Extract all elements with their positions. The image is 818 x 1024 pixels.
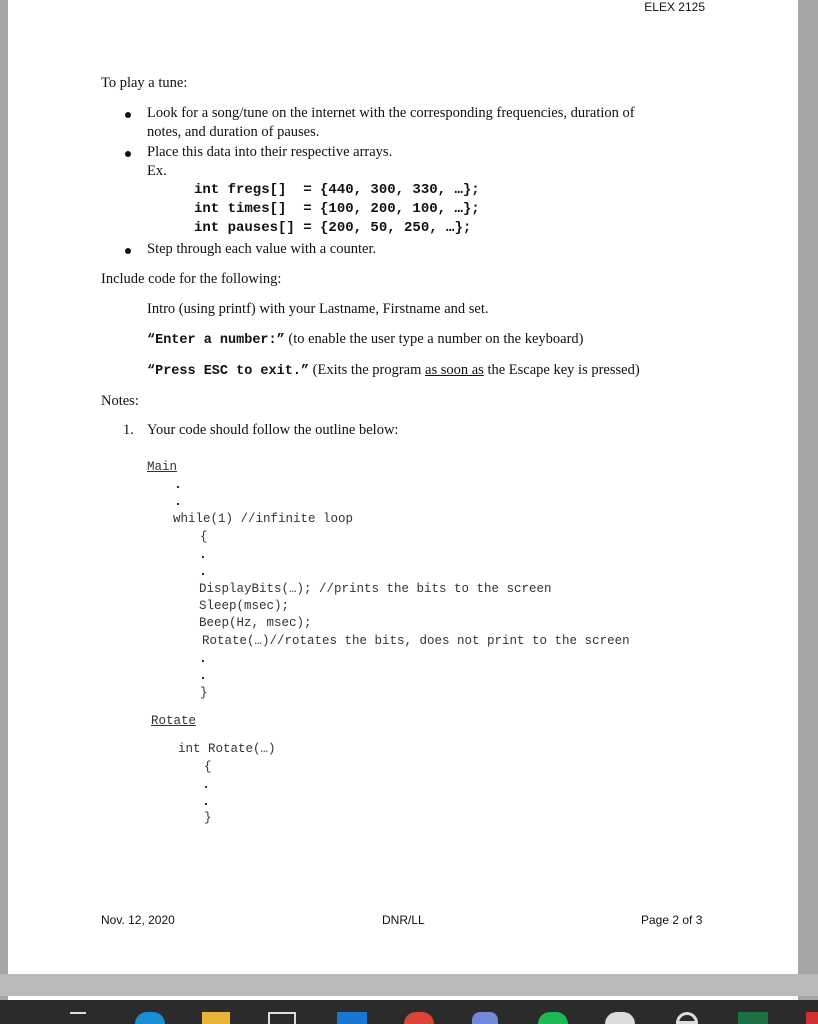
ellipsis-dot bbox=[205, 786, 207, 788]
ellipsis-dot bbox=[202, 556, 204, 558]
file-explorer-icon[interactable] bbox=[202, 1012, 230, 1024]
page-gap bbox=[0, 974, 818, 996]
include-esc bbox=[147, 362, 640, 379]
outline-open-brace2: { bbox=[204, 760, 212, 774]
ellipsis-dot bbox=[202, 660, 204, 662]
chrome-icon[interactable] bbox=[404, 1012, 434, 1024]
ex-label: Ex. bbox=[147, 163, 167, 179]
footer-initials: DNR/LL bbox=[382, 913, 425, 927]
tune-heading: To play a tune: bbox=[101, 75, 188, 91]
ellipsis-dot bbox=[177, 503, 179, 505]
outline-rotate-call: Rotate(…)//rotates the bits, does not print to the screen bbox=[202, 634, 630, 648]
outline-while: while(1) //infinite loop bbox=[173, 512, 354, 526]
excel-icon[interactable] bbox=[738, 1012, 768, 1024]
bullet-dot bbox=[125, 112, 131, 118]
bullet3: Step through each value with a counter. bbox=[147, 241, 377, 257]
notes-item1: Your code should follow the outline below: bbox=[147, 422, 399, 438]
outline-sleep: Sleep(msec); bbox=[199, 599, 290, 613]
bullet1-line1: Look for a song/tune on the internet with the corresponding frequencies, duration of bbox=[147, 105, 635, 121]
code-line-fregs: int fregs[] = {440, 300, 330, …}; bbox=[194, 182, 480, 198]
discord-icon[interactable] bbox=[472, 1012, 498, 1024]
outline-open-brace: { bbox=[200, 530, 208, 544]
esc-desc-underlined: as soon as bbox=[425, 362, 484, 378]
outline-beep: Beep(Hz, msec); bbox=[199, 616, 312, 630]
notes-heading: Notes: bbox=[101, 393, 139, 409]
ellipsis-dot bbox=[177, 486, 179, 488]
taskbar bbox=[0, 1000, 818, 1024]
mail-icon[interactable] bbox=[337, 1012, 367, 1024]
store-icon[interactable] bbox=[268, 1012, 296, 1024]
outline-close-brace2: } bbox=[204, 811, 212, 825]
edge-icon[interactable] bbox=[135, 1012, 165, 1024]
steam-icon[interactable] bbox=[605, 1012, 635, 1024]
outline-close-brace: } bbox=[200, 686, 208, 700]
spotify-icon[interactable] bbox=[538, 1012, 568, 1024]
bullet2: Place this data into their respective arrays. bbox=[147, 144, 393, 160]
bullet1-line2: notes, and duration of pauses. bbox=[147, 124, 320, 140]
task-view-icon[interactable] bbox=[70, 1012, 86, 1022]
enter-desc: (to enable the user type a number on the keyboard) bbox=[284, 331, 584, 347]
outline-rotate-sig: int Rotate(…) bbox=[178, 742, 276, 756]
bullet-dot bbox=[125, 248, 131, 254]
include-enter bbox=[147, 331, 584, 348]
outline-rotate-label: Rotate bbox=[151, 714, 197, 728]
outline-main-label: Main bbox=[147, 460, 178, 474]
ellipsis-dot bbox=[202, 573, 204, 575]
ellipsis-dot bbox=[202, 677, 204, 679]
footer-date: Nov. 12, 2020 bbox=[101, 913, 175, 927]
include-heading: Include code for the following: bbox=[101, 271, 282, 287]
document-page bbox=[8, 0, 798, 974]
include-intro: Intro (using printf) with your Lastname, Firstname and set. bbox=[147, 301, 489, 317]
esc-desc-b: the Escape key is pressed) bbox=[483, 362, 640, 378]
notes-number: 1. bbox=[123, 422, 134, 438]
bullet-dot bbox=[125, 151, 131, 157]
esc-code: “Press ESC to exit.” bbox=[147, 364, 310, 379]
enter-code: “Enter a number:” bbox=[147, 333, 285, 348]
outline-displaybits: DisplayBits(…); //prints the bits to the screen bbox=[199, 582, 552, 596]
esc-desc-a: (Exits the program bbox=[309, 362, 426, 378]
settings-icon[interactable] bbox=[676, 1012, 698, 1024]
code-line-pauses: int pauses[] = {200, 50, 250, …}; bbox=[194, 220, 472, 236]
header-course: ELEX 2125 bbox=[644, 0, 705, 14]
ellipsis-dot bbox=[205, 803, 207, 805]
app-icon[interactable] bbox=[806, 1012, 818, 1024]
code-line-times: int times[] = {100, 200, 100, …}; bbox=[194, 201, 480, 217]
footer-page: Page 2 of 3 bbox=[641, 913, 703, 927]
